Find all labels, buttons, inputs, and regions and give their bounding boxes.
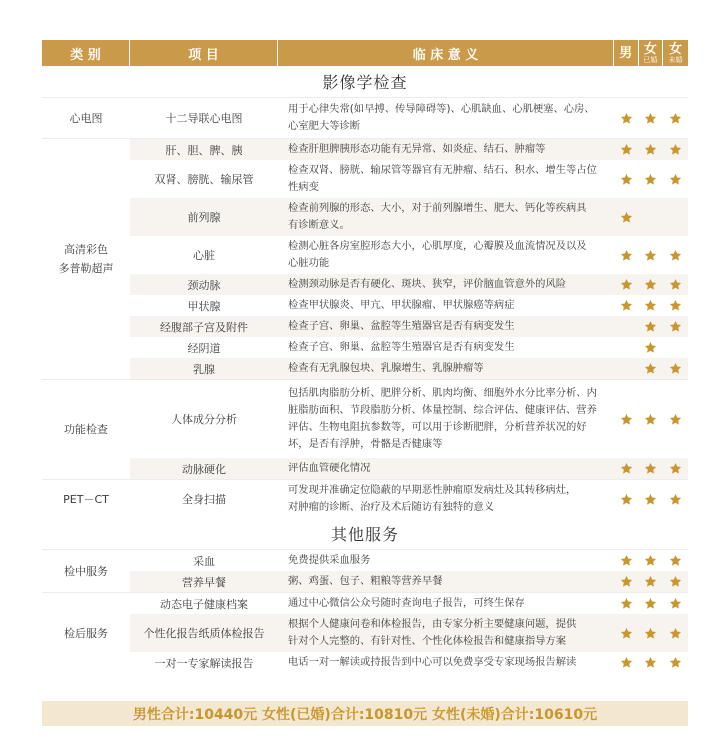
star-icon — [644, 656, 657, 669]
item-cell: 人体成分分析 — [171, 413, 237, 426]
table-group — [42, 479, 688, 518]
star-cell-male — [614, 98, 639, 138]
star-cell-female-married — [639, 139, 664, 160]
item-cell: 十二导联心电图 — [165, 112, 243, 125]
table-row — [130, 337, 688, 358]
star-cell-female-unmarried — [663, 295, 688, 316]
star-icon — [669, 575, 682, 588]
item-cell: 全身扫描 — [182, 493, 226, 506]
meaning-text: 电话一对一解读或持报告到中心可以免费享受专家现场报告解读 — [288, 656, 577, 668]
star-cell-male — [614, 593, 639, 614]
star-cell-female-married — [639, 160, 664, 198]
star-cell-female-married — [639, 380, 664, 458]
star-icon — [620, 597, 633, 610]
category-label: 功能检查 — [64, 423, 108, 436]
star-icon — [669, 143, 682, 156]
star-icon — [620, 299, 633, 312]
star-icon — [620, 278, 633, 291]
meaning-cell — [278, 458, 614, 479]
star-cell-female-married — [639, 458, 664, 479]
header-item: 项 目 — [130, 40, 278, 66]
table-row — [130, 380, 688, 458]
table-group — [42, 379, 688, 479]
star-cell-female-married — [639, 358, 664, 379]
star-icon — [669, 299, 682, 312]
star-cell-female-unmarried — [663, 480, 688, 518]
star-cell-female-married — [639, 274, 664, 295]
meaning-text: 检查有无乳腺包块、乳腺增生、乳腺肿瘤等 — [288, 362, 484, 374]
star-icon — [669, 173, 682, 186]
star-icon — [669, 249, 682, 262]
item-cell: 一对一专家解读报告 — [154, 656, 254, 670]
star-icon — [669, 362, 682, 375]
package-table — [42, 40, 688, 673]
section-title: 其他服务 — [330, 525, 399, 544]
category-cell — [42, 139, 130, 379]
star-icon — [669, 627, 682, 640]
star-cell-female-married — [639, 550, 664, 571]
table-row — [130, 198, 688, 236]
star-cell-female-unmarried — [663, 550, 688, 571]
section-title: 影像学检查 — [322, 73, 408, 92]
star-cell-male — [614, 550, 639, 571]
star-icon — [644, 299, 657, 312]
table-row — [130, 550, 688, 571]
category-cell — [42, 480, 130, 518]
item-cell: 双肾、膀胱、输尿管 — [154, 173, 254, 186]
meaning-cell — [278, 139, 614, 160]
star-cell-female-unmarried — [663, 614, 688, 652]
item-cell: 肝、胆、脾、胰 — [165, 143, 243, 157]
star-cell-male — [614, 316, 639, 337]
star-cell-female-unmarried — [663, 98, 688, 138]
meaning-cell — [278, 236, 614, 274]
star-cell-female-unmarried — [663, 139, 688, 160]
star-icon — [669, 462, 682, 475]
star-cell-female-married — [639, 571, 664, 592]
star-cell-female-married — [639, 316, 664, 337]
star-cell-female-unmarried — [663, 593, 688, 614]
item-cell: 采血 — [193, 554, 215, 568]
meaning-text: 检查双肾、膀胱、输尿管等器官有无肿瘤、结石、积水、增生等占位 性病变 — [288, 164, 597, 193]
meaning-text: 检查子宫、卵巢、盆腔等生殖器官是否有病变发生 — [288, 320, 515, 332]
meaning-cell — [278, 480, 614, 518]
meaning-cell — [278, 295, 614, 316]
table-row — [130, 295, 688, 316]
meaning-cell — [278, 614, 614, 652]
star-icon — [620, 173, 633, 186]
star-icon — [620, 554, 633, 567]
star-icon — [644, 341, 657, 354]
star-icon — [669, 493, 682, 506]
item-cell: 乳腺 — [193, 362, 215, 376]
group-rows — [130, 98, 688, 138]
star-cell-male — [614, 198, 639, 236]
star-icon — [644, 143, 657, 156]
meaning-text: 检查前列腺的形态、大小，对于前列腺增生、肥大、钙化等疾病具 有诊断意义。 — [288, 202, 587, 231]
star-icon — [644, 249, 657, 262]
star-icon — [620, 143, 633, 156]
star-cell-female-married — [639, 480, 664, 518]
table-row — [130, 98, 688, 138]
item-cell: 营养早餐 — [182, 575, 226, 589]
meaning-text: 检查肝胆脾胰形态功能有无异常、如炎症、结石、肿瘤等 — [288, 143, 546, 155]
star-cell-female-unmarried — [663, 316, 688, 337]
star-icon — [644, 575, 657, 588]
table-group — [42, 549, 688, 592]
table-row — [130, 316, 688, 337]
table-group — [42, 592, 688, 673]
group-rows — [130, 593, 688, 673]
category-label: 检后服务 — [64, 626, 108, 640]
header-category: 类 别 — [42, 40, 130, 66]
star-cell-female-unmarried — [663, 274, 688, 295]
table-row — [130, 571, 688, 592]
table-group — [42, 97, 688, 138]
category-label: 高清彩色 多普勒超声 — [58, 243, 114, 275]
star-cell-female-married — [639, 593, 664, 614]
table-row — [130, 274, 688, 295]
star-icon — [669, 413, 682, 426]
star-cell-female-unmarried — [663, 571, 688, 592]
category-cell — [42, 593, 130, 673]
meaning-text: 评估血管硬化情况 — [288, 462, 371, 474]
table-row — [130, 458, 688, 479]
category-label: 心电图 — [69, 111, 103, 125]
item-cell: 前列腺 — [187, 211, 221, 224]
star-cell-male — [614, 458, 639, 479]
star-cell-male — [614, 295, 639, 316]
table-body — [42, 66, 688, 673]
meaning-cell — [278, 316, 614, 337]
meaning-text: 粥、鸡蛋、包子、粗粮等营养早餐 — [288, 575, 443, 587]
star-icon — [644, 554, 657, 567]
table-row — [130, 139, 688, 160]
meaning-cell — [278, 550, 614, 571]
star-cell-female-married — [639, 198, 664, 236]
star-icon — [620, 413, 633, 426]
star-icon — [620, 627, 633, 640]
meaning-cell — [278, 274, 614, 295]
meaning-text: 检测颈动脉是否有硬化、斑块、狭窄，评价脑血管意外的风险 — [288, 278, 567, 290]
table-row — [130, 593, 688, 614]
star-icon — [644, 173, 657, 186]
star-icon — [644, 362, 657, 375]
star-icon — [620, 493, 633, 506]
meaning-cell — [278, 380, 614, 458]
star-cell-female-married — [639, 236, 664, 274]
meaning-cell — [278, 652, 614, 673]
meaning-cell — [278, 358, 614, 379]
star-icon — [644, 627, 657, 640]
star-cell-male — [614, 160, 639, 198]
star-cell-female-unmarried — [663, 652, 688, 673]
category-label: PET－CT — [63, 492, 109, 506]
header-female-married: 女 已婚 — [639, 40, 664, 66]
item-cell: 个性化报告纸质体检报告 — [143, 627, 265, 640]
star-cell-male — [614, 480, 639, 518]
star-cell-female-married — [639, 614, 664, 652]
star-cell-female-unmarried — [663, 236, 688, 274]
star-icon — [620, 656, 633, 669]
meaning-text: 包括肌肉脂肪分析、肥胖分析、肌肉均衡、细胞外水分比率分析、内 脏脂肪面积、节段脂肪分析、体量控制、综合评估、健康评估、营养 评估、生物电阻抗参数等，可以用于诊断肥胖，分析营养状况的好 坏，是否有浮肿，骨骼是否健康等 — [288, 387, 597, 450]
star-icon — [644, 112, 657, 125]
group-rows — [130, 480, 688, 518]
category-cell — [42, 98, 130, 138]
item-cell: 甲状腺 — [187, 299, 221, 313]
star-icon — [669, 597, 682, 610]
meaning-cell — [278, 160, 614, 198]
table-row — [130, 480, 688, 518]
meaning-text: 用于心律失常(如早搏、传导障碍等)、心肌缺血、心肌梗塞、心房、 心室肥大等诊断 — [288, 103, 595, 132]
star-cell-female-unmarried — [663, 358, 688, 379]
star-icon — [620, 462, 633, 475]
star-cell-male — [614, 236, 639, 274]
category-cell — [42, 550, 130, 592]
meaning-text: 免费提供采血服务 — [288, 554, 371, 566]
meaning-text: 根据个人健康问卷和体检报告，由专家分析主要健康问题，提供 针对个人完整的、有针对性、个性化体检报告和健康指导方案 — [288, 618, 577, 647]
group-rows — [130, 139, 688, 379]
table-row — [130, 614, 688, 652]
header-female-unmarried: 女 未婚 — [668, 41, 683, 64]
group-rows — [130, 380, 688, 479]
meaning-text: 检查子宫、卵巢、盆腔等生殖器官是否有病变发生 — [288, 341, 515, 353]
star-cell-female-unmarried — [663, 458, 688, 479]
meaning-cell — [278, 98, 614, 138]
table-row — [130, 236, 688, 274]
meaning-cell — [278, 337, 614, 358]
table-row — [130, 160, 688, 198]
star-cell-male — [614, 380, 639, 458]
item-cell: 动态电子健康档案 — [160, 597, 248, 611]
table-row — [130, 652, 688, 673]
star-icon — [620, 112, 633, 125]
star-icon — [644, 320, 657, 333]
star-icon — [669, 554, 682, 567]
category-cell — [42, 380, 130, 479]
star-icon — [669, 278, 682, 291]
star-cell-female-married — [639, 337, 664, 358]
star-icon — [644, 462, 657, 475]
star-cell-male — [614, 614, 639, 652]
star-icon — [620, 211, 633, 224]
star-cell-female-unmarried — [663, 380, 688, 458]
header-male: 男 — [614, 40, 639, 66]
meaning-cell — [278, 593, 614, 614]
star-icon — [620, 249, 633, 262]
category-label: 检中服务 — [64, 564, 108, 578]
item-cell: 经腹部子宫及附件 — [160, 320, 248, 334]
price-total: 男性合计:10440元 女性(已婚)合计:10810元 女性(未婚)合计:10610元 — [42, 701, 688, 726]
table-header — [42, 40, 688, 66]
star-icon — [644, 413, 657, 426]
meaning-text: 可发现并准确定位隐蔽的早期恶性肿瘤原发病灶及其转移病灶， 对肿瘤的诊断、治疗及术后随访有独特的意义 — [288, 484, 577, 513]
star-cell-female-married — [639, 295, 664, 316]
table-row — [130, 358, 688, 379]
star-cell-female-unmarried — [663, 198, 688, 236]
star-cell-male — [614, 274, 639, 295]
star-icon — [669, 656, 682, 669]
star-cell-male — [614, 139, 639, 160]
meaning-text: 检查甲状腺炎、甲亢、甲状腺瘤、甲状腺癌等病症 — [288, 299, 515, 311]
item-cell: 心脏 — [193, 249, 215, 262]
star-icon — [644, 597, 657, 610]
meaning-text: 通过中心微信公众号随时查询电子报告，可终生保存 — [288, 597, 525, 609]
meaning-text: 检测心脏各房室腔形态大小，心肌厚度，心瓣膜及血流情况及以及 心脏功能 — [288, 240, 587, 269]
meaning-cell — [278, 198, 614, 236]
item-cell: 经阴道 — [187, 341, 221, 355]
star-cell-male — [614, 571, 639, 592]
star-cell-female-married — [639, 98, 664, 138]
item-cell: 颈动脉 — [187, 278, 221, 292]
group-rows — [130, 550, 688, 592]
star-cell-male — [614, 652, 639, 673]
star-icon — [620, 575, 633, 588]
star-icon — [669, 320, 682, 333]
star-icon — [644, 493, 657, 506]
star-icon — [669, 112, 682, 125]
star-cell-male — [614, 337, 639, 358]
meaning-cell — [278, 571, 614, 592]
star-cell-female-married — [639, 652, 664, 673]
star-cell-male — [614, 358, 639, 379]
header-meaning: 临 床 意 义 — [278, 40, 614, 66]
item-cell: 动脉硬化 — [182, 462, 226, 476]
star-icon — [644, 278, 657, 291]
star-cell-female-unmarried — [663, 160, 688, 198]
table-group — [42, 138, 688, 379]
star-cell-female-unmarried — [663, 337, 688, 358]
